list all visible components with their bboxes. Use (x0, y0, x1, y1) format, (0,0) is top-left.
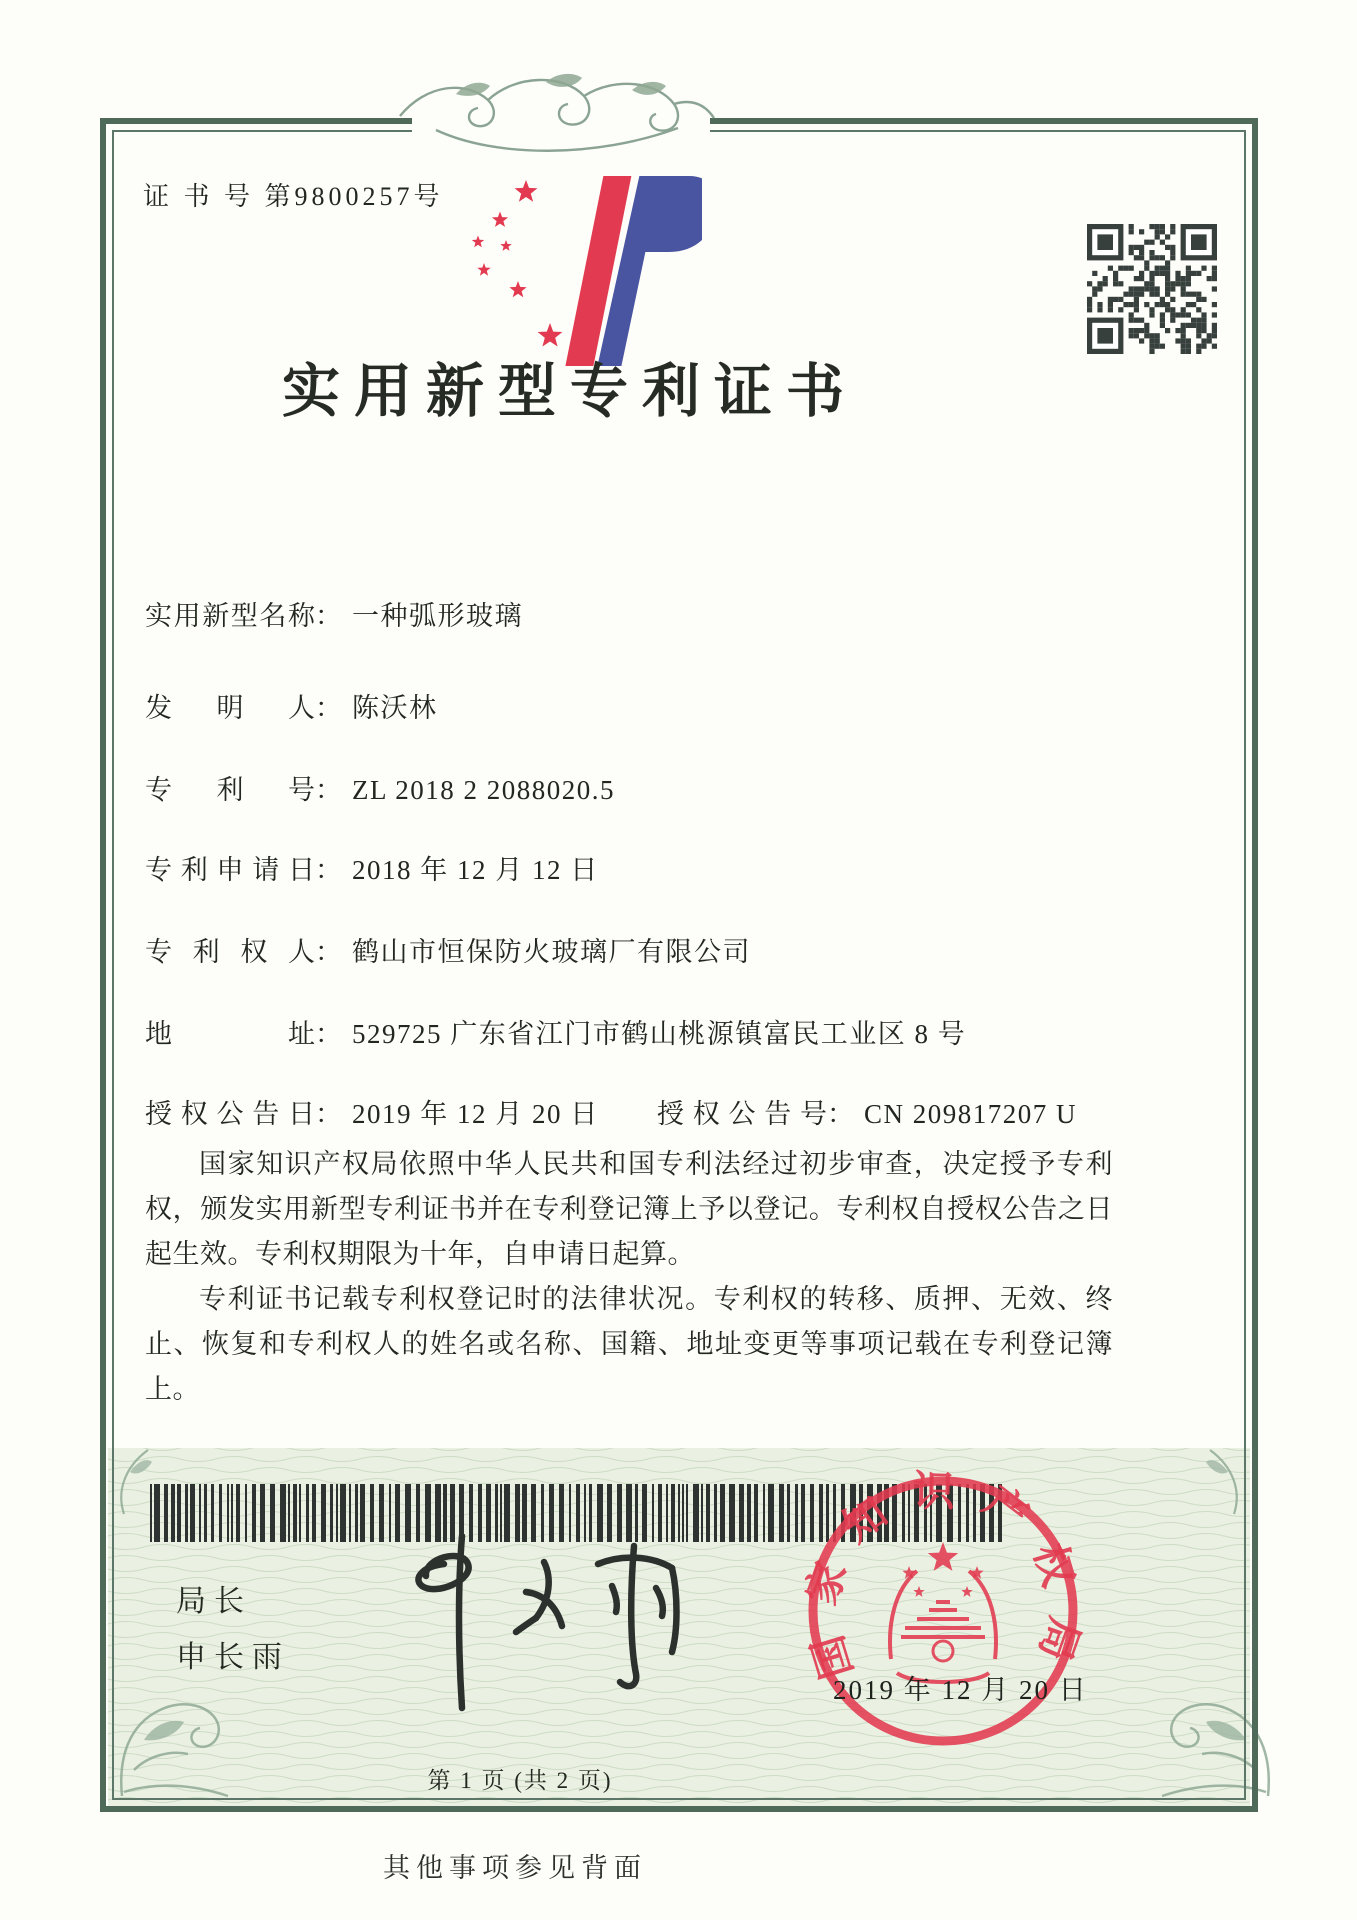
cnipa-logo-icon (462, 170, 702, 372)
field-row-patent-number (145, 768, 615, 807)
field-row-address (145, 1012, 966, 1051)
certificate-number: 证 书 号 第9800257号 (143, 182, 444, 211)
field-colon: ： (315, 693, 342, 723)
director-name: 申长雨 (176, 1641, 290, 1674)
field-value: ZL 2018 2 2088020.5 (352, 775, 615, 805)
field-label: 地址 (145, 1019, 315, 1049)
top-ornament-flourish-icon (396, 70, 718, 164)
grant-number-value: CN 209817207 U (864, 1099, 1078, 1129)
field-label: 专利申请日 (145, 855, 315, 885)
director-title: 局长 (176, 1585, 252, 1618)
certificate-title: 实用新型专利证书 (281, 359, 858, 424)
field-value: 2018 年 12 月 12 日 (352, 855, 599, 885)
director-signature-icon (366, 1534, 710, 1718)
field-label: 专利权人 (145, 937, 315, 967)
field-colon: ： (827, 1099, 854, 1129)
grant-number-pair (657, 1092, 1077, 1131)
svg-text:国家知识产权局 (798, 1468, 1088, 1689)
field-colon: ： (315, 775, 342, 805)
field-row-grant-date (145, 1092, 1078, 1131)
page-number: 第 1 页 (共 2 页) (427, 1768, 613, 1793)
official-seal (792, 1460, 1094, 1762)
field-colon: ： (315, 1019, 342, 1049)
field-row-name (145, 594, 523, 633)
back-note: 其他事项参见背面 (383, 1853, 647, 1883)
field-value: 鹤山市恒保防火玻璃厂有限公司 (352, 937, 751, 967)
field-value: 529725 广东省江门市鹤山桃源镇富民工业区 8 号 (352, 1019, 967, 1049)
field-value: 陈沃林 (352, 693, 438, 723)
field-colon: ： (315, 937, 342, 967)
field-row-filing-date (145, 848, 599, 887)
qr-code (1087, 224, 1217, 354)
body-paragraph-1: 国家知识产权局依照中华人民共和国专利法经过初步审查，决定授予专利权，颁发实用新型专利证书并在专利登记簿上予以登记。专利权自授权公告之日起生效。专利权期限为十年，自申请日起算。 (145, 1149, 1113, 1269)
seal-text: 国家知识产权局 (798, 1469, 1088, 1689)
field-row-inventor (145, 686, 438, 725)
field-label: 发明人 (145, 693, 315, 723)
field-label: 授权公告日 (145, 1099, 315, 1129)
field-row-patentee (145, 930, 751, 969)
field-value: 2019 年 12 月 20 日 (352, 1099, 599, 1129)
field-colon: ： (315, 855, 342, 885)
seal-date: 2019 年 12 月 20 日 (833, 1675, 1088, 1705)
field-value: 一种弧形玻璃 (352, 601, 523, 631)
field-colon: ： (315, 601, 342, 631)
field-label: 实用新型名称 (145, 601, 315, 631)
body-paragraph-2: 专利证书记载专利权登记时的法律状况。专利权的转移、质押、无效、终止、恢复和专利权人的姓名或名称、国籍、地址变更等事项记载在专利登记簿上。 (145, 1284, 1113, 1404)
grant-number-label: 授权公告号 (657, 1099, 827, 1129)
field-label: 专利号 (145, 775, 315, 805)
field-colon: ： (315, 1099, 342, 1129)
legal-body-text (145, 1142, 1113, 1412)
